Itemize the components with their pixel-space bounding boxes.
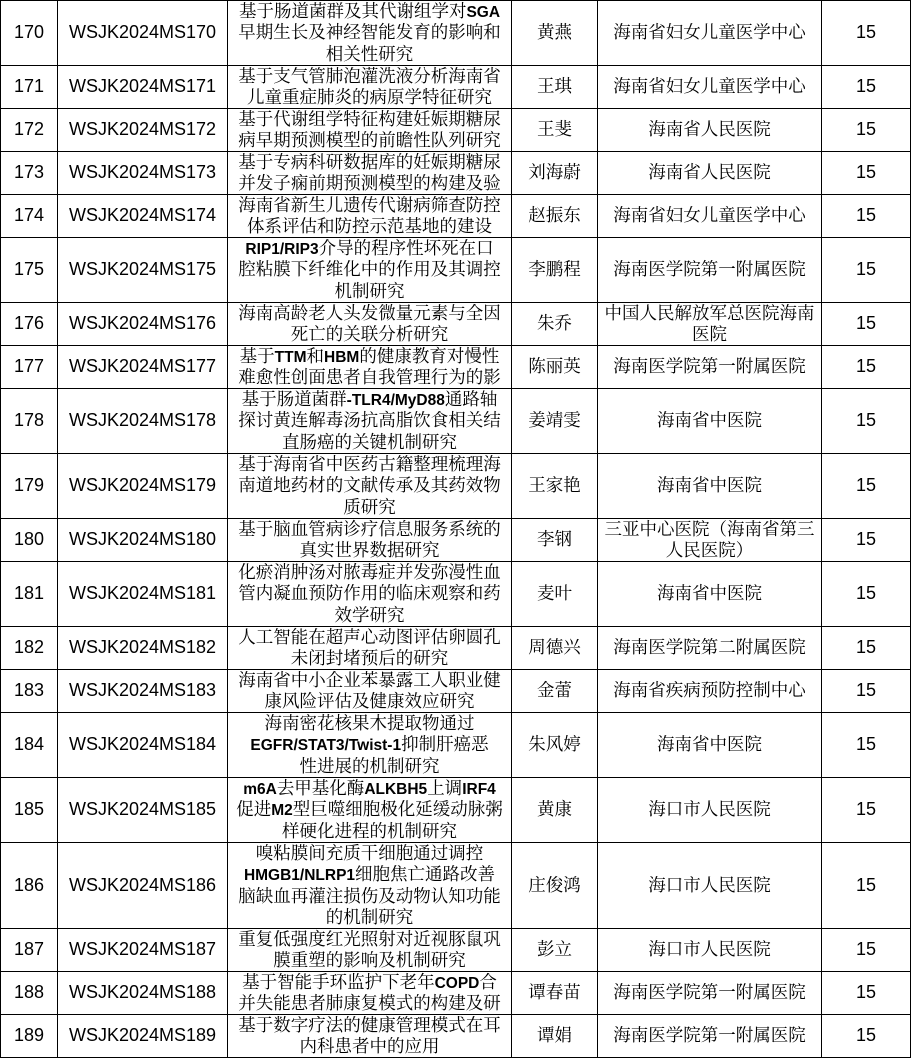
project-title-cell bbox=[228, 389, 512, 454]
funding-amount: 15 bbox=[855, 529, 877, 550]
principal-investigator: 王琪 bbox=[537, 76, 572, 97]
project-title-line: 基于数字疗法的健康管理模式在耳 bbox=[238, 1015, 501, 1035]
project-code-cell bbox=[58, 454, 228, 519]
funding-amount-cell bbox=[822, 713, 911, 778]
project-title-cell bbox=[228, 929, 512, 972]
row-number-cell bbox=[1, 562, 58, 627]
funding-amount: 15 bbox=[855, 982, 877, 1003]
table-row bbox=[1, 972, 911, 1015]
funding-amount-cell bbox=[822, 778, 911, 843]
row-number-cell bbox=[1, 1, 58, 66]
project-code-cell bbox=[58, 519, 228, 562]
project-code: WSJK2024MS181 bbox=[68, 583, 217, 604]
funding-amount-cell bbox=[822, 929, 911, 972]
institution-cell bbox=[598, 778, 822, 843]
project-title-line: 效学研究 bbox=[334, 604, 405, 625]
institution-line: 海南医学院第二附属医院 bbox=[613, 637, 806, 658]
funding-amount-cell bbox=[822, 1, 911, 66]
project-title-cell bbox=[228, 1, 512, 66]
row-number-cell bbox=[1, 389, 58, 454]
row-number: 177 bbox=[13, 356, 45, 377]
principal-investigator-cell bbox=[512, 519, 598, 562]
table-row bbox=[1, 109, 911, 152]
project-title-cell bbox=[228, 843, 512, 929]
row-number-cell bbox=[1, 778, 58, 843]
principal-investigator: 陈丽英 bbox=[528, 356, 581, 377]
project-title-line: 基于智能手环监护下老年COPD合 bbox=[242, 972, 497, 992]
principal-investigator: 周德兴 bbox=[528, 637, 581, 658]
principal-investigator: 赵振东 bbox=[528, 205, 581, 226]
institution-cell bbox=[598, 152, 822, 195]
institution-line: 海口市人民医院 bbox=[648, 939, 771, 960]
project-title-line: 管内凝血预防作用的临床观察和药 bbox=[238, 583, 501, 604]
project-title-line: 的机制研究 bbox=[325, 906, 414, 927]
institution-line: 海南省疾病预防控制中心 bbox=[613, 680, 806, 701]
institution-line: 海南省中医院 bbox=[657, 583, 762, 604]
row-number: 178 bbox=[13, 410, 45, 431]
project-code: WSJK2024MS183 bbox=[68, 680, 217, 701]
table-row bbox=[1, 152, 911, 195]
project-code: WSJK2024MS176 bbox=[68, 313, 217, 334]
project-title-line: 性进展的机制研究 bbox=[299, 755, 440, 776]
project-code-cell bbox=[58, 152, 228, 195]
project-title-line: 真实世界数据研究 bbox=[299, 540, 440, 560]
institution-line: 海口市人民医院 bbox=[648, 874, 771, 895]
principal-investigator: 刘海蔚 bbox=[528, 162, 581, 183]
table-row bbox=[1, 1, 911, 66]
institution-line: 海南省妇女儿童医学中心 bbox=[613, 205, 806, 226]
project-title-line: 海南密花核果木提取物通过 bbox=[264, 713, 475, 733]
project-code-cell bbox=[58, 346, 228, 389]
institution-cell bbox=[598, 843, 822, 929]
project-title-cell bbox=[228, 627, 512, 670]
principal-investigator-cell bbox=[512, 454, 598, 519]
principal-investigator: 朱风婷 bbox=[528, 734, 581, 755]
funding-amount-cell bbox=[822, 238, 911, 303]
principal-investigator-cell bbox=[512, 1015, 598, 1058]
project-title-cell bbox=[228, 152, 512, 195]
table-row bbox=[1, 562, 911, 627]
project-code: WSJK2024MS177 bbox=[68, 356, 217, 377]
project-title-line: 腔粘膜下纤维化中的作用及其调控 bbox=[238, 259, 501, 280]
project-title-cell bbox=[228, 1015, 512, 1058]
principal-investigator-cell bbox=[512, 670, 598, 713]
principal-investigator-cell bbox=[512, 152, 598, 195]
principal-investigator-cell bbox=[512, 238, 598, 303]
institution-cell bbox=[598, 627, 822, 670]
principal-investigator-cell bbox=[512, 843, 598, 929]
row-number: 171 bbox=[13, 76, 45, 97]
project-code: WSJK2024MS189 bbox=[68, 1025, 217, 1046]
funding-amount: 15 bbox=[855, 583, 877, 604]
row-number-cell bbox=[1, 627, 58, 670]
principal-investigator: 谭春苗 bbox=[528, 982, 581, 1003]
institution-line: 海南省中医院 bbox=[657, 475, 762, 496]
funding-amount-cell bbox=[822, 195, 911, 238]
project-title-line: 基于支气管肺泡灌洗液分析海南省 bbox=[238, 66, 501, 86]
principal-investigator: 黄燕 bbox=[537, 22, 572, 43]
row-number: 189 bbox=[13, 1025, 45, 1046]
institution-line: 海南省中医院 bbox=[657, 734, 762, 755]
principal-investigator: 黄康 bbox=[537, 799, 572, 820]
funding-amount-cell bbox=[822, 346, 911, 389]
row-number-cell bbox=[1, 454, 58, 519]
institution-cell bbox=[598, 972, 822, 1015]
project-title-cell bbox=[228, 303, 512, 346]
principal-investigator-cell bbox=[512, 929, 598, 972]
principal-investigator-cell bbox=[512, 346, 598, 389]
project-code: WSJK2024MS172 bbox=[68, 119, 217, 140]
project-title-line: 海南省中小企业苯暴露工人职业健 bbox=[238, 670, 501, 690]
project-title-line: 并失能患者肺康复模式的构建及研 bbox=[238, 993, 501, 1013]
project-title-line: RIP1/RIP3介导的程序性坏死在口 bbox=[245, 238, 494, 258]
project-title-cell bbox=[228, 778, 512, 843]
project-code-cell bbox=[58, 303, 228, 346]
project-title-line: 样硬化进程的机制研究 bbox=[282, 820, 457, 841]
funding-amount-cell bbox=[822, 109, 911, 152]
project-title-line: 体系评估和防控示范基地的建设 bbox=[247, 216, 492, 236]
project-title-line: 海南高龄老人头发微量元素与全因 bbox=[238, 303, 501, 323]
row-number-cell bbox=[1, 238, 58, 303]
project-code-cell bbox=[58, 1, 228, 66]
project-title-line: 探讨黄连解毒汤抗高脂饮食相关结 bbox=[238, 410, 501, 431]
institution-line: 海南医学院第一附属医院 bbox=[613, 982, 806, 1003]
funding-amount-cell bbox=[822, 627, 911, 670]
funding-amount: 15 bbox=[855, 313, 877, 334]
institution-line: 海南医学院第一附属医院 bbox=[613, 259, 806, 280]
funding-amount: 15 bbox=[855, 1025, 877, 1046]
funding-amount: 15 bbox=[855, 205, 877, 226]
table-row bbox=[1, 929, 911, 972]
project-code-cell bbox=[58, 713, 228, 778]
project-title-line: 病早期预测模型的前瞻性队列研究 bbox=[238, 130, 501, 150]
funding-amount: 15 bbox=[855, 799, 877, 820]
funding-amount: 15 bbox=[855, 22, 877, 43]
project-title-cell bbox=[228, 454, 512, 519]
principal-investigator-cell bbox=[512, 627, 598, 670]
row-number-cell bbox=[1, 152, 58, 195]
principal-investigator-cell bbox=[512, 195, 598, 238]
funding-amount: 15 bbox=[855, 939, 877, 960]
funding-amount: 15 bbox=[855, 475, 877, 496]
row-number: 175 bbox=[13, 259, 45, 280]
principal-investigator: 彭立 bbox=[537, 939, 572, 960]
project-title-line: 并发子痫前期预测模型的构建及验 bbox=[238, 173, 501, 193]
funding-amount: 15 bbox=[855, 162, 877, 183]
funding-amount-cell bbox=[822, 1015, 911, 1058]
institution-cell bbox=[598, 238, 822, 303]
table-row bbox=[1, 66, 911, 109]
funding-amount: 15 bbox=[855, 259, 877, 280]
row-number: 180 bbox=[13, 529, 45, 550]
project-title-line: 南道地药材的文献传承及其药效物 bbox=[238, 475, 501, 496]
project-code: WSJK2024MS184 bbox=[68, 734, 217, 755]
principal-investigator-cell bbox=[512, 1, 598, 66]
project-title-line: 基于TTM和HBM的健康教育对慢性 bbox=[239, 346, 500, 366]
project-title-line: m6A去甲基化酶ALKBH5上调IRF4 bbox=[243, 778, 496, 798]
row-number-cell bbox=[1, 972, 58, 1015]
principal-investigator: 谭娟 bbox=[537, 1025, 572, 1046]
project-code: WSJK2024MS185 bbox=[68, 799, 217, 820]
table-row bbox=[1, 670, 911, 713]
row-number-cell bbox=[1, 670, 58, 713]
project-title-line: 人工智能在超声心动图评估卵圆孔 bbox=[238, 627, 501, 647]
project-code: WSJK2024MS188 bbox=[68, 982, 217, 1003]
project-title-cell bbox=[228, 346, 512, 389]
project-code-cell bbox=[58, 972, 228, 1015]
institution-cell bbox=[598, 1, 822, 66]
principal-investigator-cell bbox=[512, 972, 598, 1015]
project-title-line: HMGB1/NLRP1细胞焦亡通路改善 bbox=[243, 864, 496, 885]
table-row bbox=[1, 238, 911, 303]
row-number: 183 bbox=[13, 680, 45, 701]
principal-investigator-cell bbox=[512, 66, 598, 109]
row-number: 186 bbox=[13, 874, 45, 895]
project-title-line: 相关性研究 bbox=[325, 43, 414, 64]
project-title-line: 儿童重症肺炎的病原学特征研究 bbox=[247, 87, 492, 107]
funding-amount: 15 bbox=[855, 680, 877, 701]
institution-cell bbox=[598, 66, 822, 109]
project-code-cell bbox=[58, 562, 228, 627]
project-code: WSJK2024MS182 bbox=[68, 637, 217, 658]
institution-line: 三亚中心医院（海南省第三 bbox=[604, 519, 815, 539]
funding-amount-cell bbox=[822, 562, 911, 627]
project-title-cell bbox=[228, 109, 512, 152]
project-title-line: 死亡的关联分析研究 bbox=[290, 324, 449, 344]
funding-amount-cell bbox=[822, 303, 911, 346]
row-number-cell bbox=[1, 195, 58, 238]
project-code: WSJK2024MS178 bbox=[68, 410, 217, 431]
project-code-cell bbox=[58, 1015, 228, 1058]
project-title-line: 脑缺血再灌注损伤及动物认知功能 bbox=[238, 885, 501, 906]
row-number: 182 bbox=[13, 637, 45, 658]
funding-amount-cell bbox=[822, 670, 911, 713]
project-title-line: 早期生长及神经智能发育的影响和 bbox=[238, 22, 501, 43]
project-title-line: 嗅粘膜间充质干细胞通过调控 bbox=[255, 843, 484, 863]
project-title-line: 基于肠道菌群及其代谢组学对SGA bbox=[238, 1, 501, 21]
funding-amount-cell bbox=[822, 843, 911, 929]
project-code-cell bbox=[58, 627, 228, 670]
project-code: WSJK2024MS180 bbox=[68, 529, 217, 550]
project-code-cell bbox=[58, 66, 228, 109]
institution-line: 海口市人民医院 bbox=[648, 799, 771, 820]
funding-amount: 15 bbox=[855, 119, 877, 140]
principal-investigator: 庄俊鸿 bbox=[528, 874, 581, 895]
table-row bbox=[1, 843, 911, 929]
funding-amount: 15 bbox=[855, 410, 877, 431]
principal-investigator: 麦叶 bbox=[537, 583, 572, 604]
project-title-line: EGFR/STAT3/Twist-1抑制肝癌恶 bbox=[250, 734, 489, 755]
project-code: WSJK2024MS186 bbox=[68, 874, 217, 895]
principal-investigator-cell bbox=[512, 562, 598, 627]
institution-cell bbox=[598, 389, 822, 454]
funding-amount-cell bbox=[822, 152, 911, 195]
project-title-cell bbox=[228, 66, 512, 109]
principal-investigator-cell bbox=[512, 303, 598, 346]
project-code-cell bbox=[58, 389, 228, 454]
project-title-line: 基于肠道菌群-TLR4/MyD88通路轴 bbox=[241, 389, 498, 409]
institution-line: 海南省人民医院 bbox=[648, 119, 771, 140]
row-number: 174 bbox=[13, 205, 45, 226]
table-row bbox=[1, 303, 911, 346]
funding-amount-cell bbox=[822, 972, 911, 1015]
institution-cell bbox=[598, 454, 822, 519]
principal-investigator-cell bbox=[512, 778, 598, 843]
row-number: 173 bbox=[13, 162, 45, 183]
row-number-cell bbox=[1, 303, 58, 346]
project-title-line: 基于专病科研数据库的妊娠期糖尿 bbox=[238, 152, 501, 172]
row-number: 187 bbox=[13, 939, 45, 960]
project-code: WSJK2024MS171 bbox=[68, 76, 217, 97]
project-title-line: 促进M2型巨噬细胞极化延缓动脉粥 bbox=[236, 799, 503, 820]
funding-amount: 15 bbox=[855, 76, 877, 97]
institution-cell bbox=[598, 670, 822, 713]
project-title-cell bbox=[228, 670, 512, 713]
principal-investigator: 王家艳 bbox=[528, 475, 581, 496]
row-number: 181 bbox=[13, 583, 45, 604]
row-number-cell bbox=[1, 843, 58, 929]
principal-investigator: 王斐 bbox=[537, 119, 572, 140]
funding-amount: 15 bbox=[855, 874, 877, 895]
row-number-cell bbox=[1, 346, 58, 389]
project-title-cell bbox=[228, 713, 512, 778]
project-title-cell bbox=[228, 238, 512, 303]
principal-investigator: 姜靖雯 bbox=[528, 410, 581, 431]
row-number-cell bbox=[1, 713, 58, 778]
project-code: WSJK2024MS174 bbox=[68, 205, 217, 226]
project-title-cell bbox=[228, 519, 512, 562]
table-row bbox=[1, 713, 911, 778]
project-title-line: 化瘀消肿汤对脓毒症并发弥漫性血 bbox=[238, 562, 501, 582]
principal-investigator: 朱乔 bbox=[537, 313, 572, 334]
project-title-line: 重复低强度红光照射对近视豚鼠巩 bbox=[238, 929, 501, 949]
institution-cell bbox=[598, 929, 822, 972]
funding-amount-cell bbox=[822, 389, 911, 454]
row-number: 184 bbox=[13, 734, 45, 755]
project-code-cell bbox=[58, 238, 228, 303]
funding-amount-cell bbox=[822, 454, 911, 519]
project-title-line: 康风险评估及健康效应研究 bbox=[264, 691, 475, 711]
project-title-line: 基于海南省中医药古籍整理梳理海 bbox=[238, 454, 501, 474]
table-row bbox=[1, 346, 911, 389]
table-row bbox=[1, 389, 911, 454]
project-title-line: 未闭封堵预后的研究 bbox=[290, 648, 449, 668]
project-code: WSJK2024MS179 bbox=[68, 475, 217, 496]
institution-line: 人民医院） bbox=[665, 540, 754, 560]
principal-investigator: 李鹏程 bbox=[528, 259, 581, 280]
institution-cell bbox=[598, 346, 822, 389]
table-row bbox=[1, 627, 911, 670]
institution-cell bbox=[598, 109, 822, 152]
project-code-cell bbox=[58, 670, 228, 713]
institution-cell bbox=[598, 195, 822, 238]
project-title-cell bbox=[228, 972, 512, 1015]
institution-line: 海南医学院第一附属医院 bbox=[613, 356, 806, 377]
project-title-line: 基于代谢组学特征构建妊娠期糖尿 bbox=[238, 109, 501, 129]
table-row bbox=[1, 454, 911, 519]
project-title-line: 质研究 bbox=[343, 496, 396, 517]
institution-cell bbox=[598, 303, 822, 346]
project-code: WSJK2024MS187 bbox=[68, 939, 217, 960]
project-title-line: 直肠癌的关键机制研究 bbox=[282, 431, 457, 452]
row-number-cell bbox=[1, 929, 58, 972]
project-code-cell bbox=[58, 109, 228, 152]
project-code-cell bbox=[58, 843, 228, 929]
project-title-line: 难愈性创面患者自我管理行为的影 bbox=[238, 367, 501, 387]
project-title-cell bbox=[228, 562, 512, 627]
project-title-line: 基于脑血管病诊疗信息服务系统的 bbox=[238, 519, 501, 539]
project-code-cell bbox=[58, 195, 228, 238]
institution-line: 海南省妇女儿童医学中心 bbox=[613, 22, 806, 43]
funding-amount: 15 bbox=[855, 637, 877, 658]
project-code-cell bbox=[58, 778, 228, 843]
row-number: 188 bbox=[13, 982, 45, 1003]
project-code: WSJK2024MS170 bbox=[68, 22, 217, 43]
row-number: 176 bbox=[13, 313, 45, 334]
institution-line: 海南医学院第一附属医院 bbox=[613, 1025, 806, 1046]
institution-cell bbox=[598, 1015, 822, 1058]
institution-line: 医院 bbox=[692, 324, 727, 344]
table-row bbox=[1, 778, 911, 843]
funding-amount: 15 bbox=[855, 356, 877, 377]
funding-amount: 15 bbox=[855, 734, 877, 755]
project-title-line: 海南省新生儿遗传代谢病筛查防控 bbox=[238, 195, 501, 215]
project-title-line: 机制研究 bbox=[334, 280, 405, 301]
project-code-cell bbox=[58, 929, 228, 972]
principal-investigator-cell bbox=[512, 109, 598, 152]
institution-line: 海南省人民医院 bbox=[648, 162, 771, 183]
project-code: WSJK2024MS175 bbox=[68, 259, 217, 280]
institution-cell bbox=[598, 562, 822, 627]
row-number: 179 bbox=[13, 475, 45, 496]
row-number: 170 bbox=[13, 22, 45, 43]
project-code: WSJK2024MS173 bbox=[68, 162, 217, 183]
table-row bbox=[1, 195, 911, 238]
institution-line: 海南省妇女儿童医学中心 bbox=[613, 76, 806, 97]
principal-investigator-cell bbox=[512, 389, 598, 454]
row-number-cell bbox=[1, 66, 58, 109]
institution-cell bbox=[598, 519, 822, 562]
project-title-line: 内科患者中的应用 bbox=[299, 1036, 440, 1056]
institution-line: 海南省中医院 bbox=[657, 410, 762, 431]
project-title-line: 膜重塑的影响及机制研究 bbox=[273, 950, 466, 970]
project-title-cell bbox=[228, 195, 512, 238]
row-number-cell bbox=[1, 1015, 58, 1058]
principal-investigator: 金蕾 bbox=[537, 680, 572, 701]
principal-investigator: 李钢 bbox=[537, 529, 572, 550]
row-number-cell bbox=[1, 109, 58, 152]
table-row bbox=[1, 1015, 911, 1058]
institution-line: 中国人民解放军总医院海南 bbox=[604, 303, 815, 323]
funding-amount-cell bbox=[822, 66, 911, 109]
row-number: 185 bbox=[13, 799, 45, 820]
row-number-cell bbox=[1, 519, 58, 562]
principal-investigator-cell bbox=[512, 713, 598, 778]
institution-cell bbox=[598, 713, 822, 778]
table-row bbox=[1, 519, 911, 562]
funding-amount-cell bbox=[822, 519, 911, 562]
row-number: 172 bbox=[13, 119, 45, 140]
